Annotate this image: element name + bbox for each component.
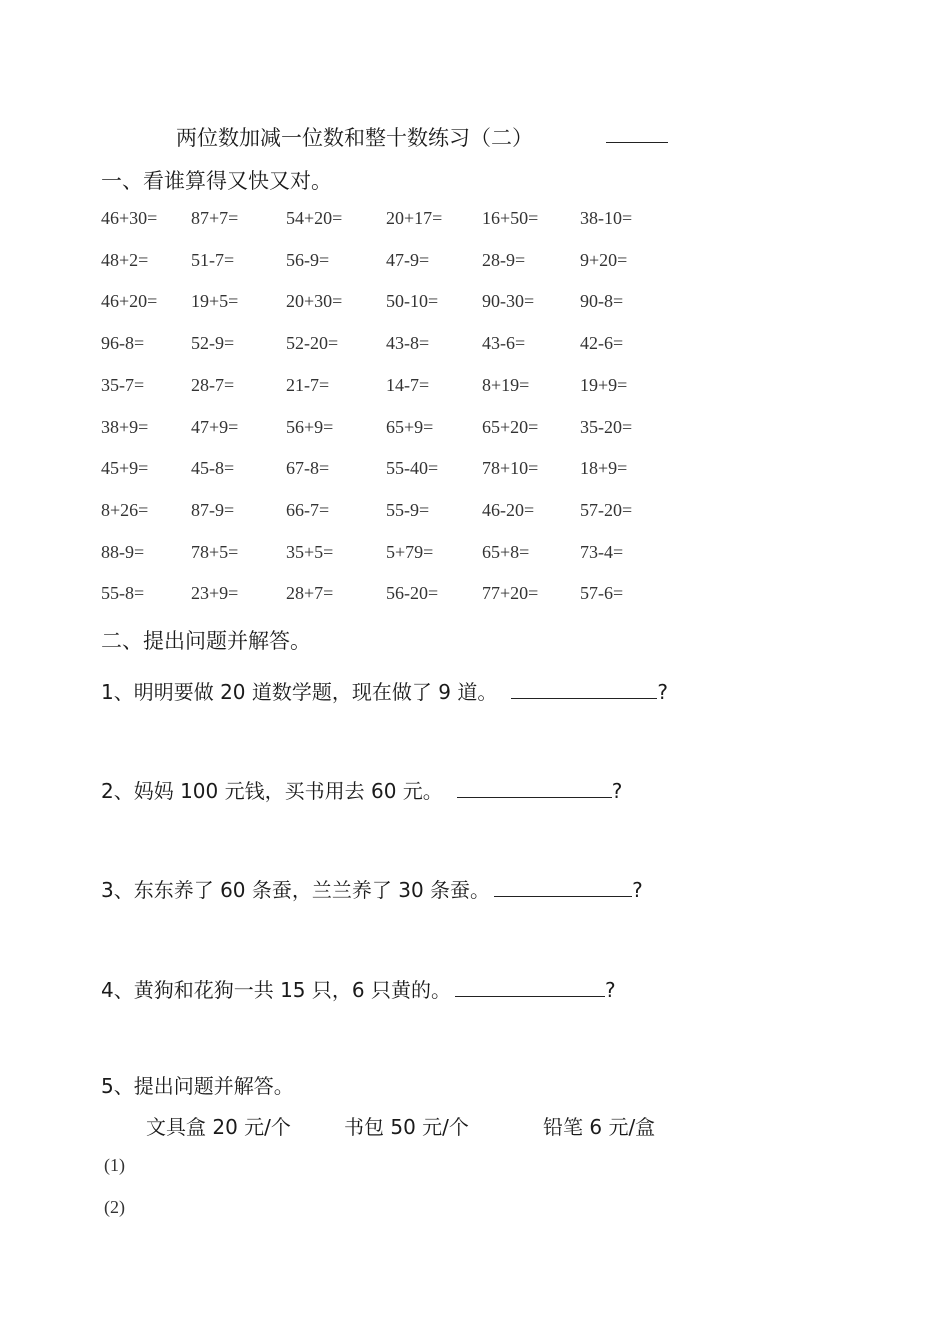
equation: 48+2= — [101, 250, 149, 270]
equation: 45+9= — [101, 458, 149, 478]
item-pencil-box: 文具盒 20 元/个 — [146, 1115, 291, 1139]
question-2-mark: ? — [611, 779, 623, 803]
equation: 9+20= — [580, 250, 628, 270]
equation: 77+20= — [482, 583, 539, 603]
equation: 78+5= — [191, 542, 239, 562]
equation: 35-20= — [580, 417, 633, 437]
equation: 8+26= — [101, 500, 149, 520]
equation: 16+50= — [482, 208, 539, 228]
equation: 21-7= — [286, 375, 330, 395]
question-1 — [101, 676, 668, 705]
equation: 28+7= — [286, 583, 334, 603]
equation: 18+9= — [580, 458, 628, 478]
equation: 90-8= — [580, 291, 624, 311]
item-school-bag: 书包 50 元/个 — [344, 1115, 469, 1139]
question-4 — [101, 974, 616, 1003]
equation: 73-4= — [580, 542, 624, 562]
equation: 42-6= — [580, 333, 624, 353]
sub-question-1: (1) — [104, 1155, 125, 1175]
equation: 45-8= — [191, 458, 235, 478]
question-4-blank[interactable] — [455, 976, 605, 997]
equation: 65+20= — [482, 417, 539, 437]
equation: 65+9= — [386, 417, 434, 437]
equation: 23+9= — [191, 583, 239, 603]
equation: 43-6= — [482, 333, 526, 353]
equation: 19+9= — [580, 375, 628, 395]
sub-question-2: (2) — [104, 1197, 125, 1217]
equation: 14-7= — [386, 375, 430, 395]
equation: 52-9= — [191, 333, 235, 353]
equation: 28-9= — [482, 250, 526, 270]
equation: 43-8= — [386, 333, 430, 353]
equation: 8+19= — [482, 375, 530, 395]
section-1-heading: 一、看谁算得又快又对。 — [101, 169, 332, 193]
equation: 55-40= — [386, 458, 439, 478]
question-4-mark: ? — [604, 978, 616, 1002]
question-3 — [101, 874, 643, 903]
page-title: 两位数加减一位数和整十数练习（二） — [176, 126, 533, 150]
equation: 56+9= — [286, 417, 334, 437]
name-blank[interactable] — [606, 142, 668, 143]
equation: 87-9= — [191, 500, 235, 520]
equation: 50-10= — [386, 291, 439, 311]
equation: 54+20= — [286, 208, 343, 228]
question-2 — [101, 775, 622, 804]
equation: 57-20= — [580, 500, 633, 520]
question-1-mark: ? — [657, 680, 668, 704]
equation: 5+79= — [386, 542, 434, 562]
question-3-blank[interactable] — [494, 876, 632, 897]
equation: 87+7= — [191, 208, 239, 228]
equation: 46-20= — [482, 500, 535, 520]
equation: 67-8= — [286, 458, 330, 478]
equation: 52-20= — [286, 333, 339, 353]
equation: 46+30= — [101, 208, 158, 228]
equation: 56-20= — [386, 583, 439, 603]
equation: 20+17= — [386, 208, 443, 228]
section-2-heading: 二、提出问题并解答。 — [101, 629, 311, 653]
equation: 55-8= — [101, 583, 145, 603]
equation: 19+5= — [191, 291, 239, 311]
question-3-mark: ? — [632, 878, 643, 902]
equation: 35+5= — [286, 542, 334, 562]
equation: 78+10= — [482, 458, 539, 478]
equation: 96-8= — [101, 333, 145, 353]
equation: 88-9= — [101, 542, 145, 562]
question-2-text: 2、妈妈 100 元钱，买书用去 60 元。 — [101, 779, 443, 803]
question-2-blank[interactable] — [457, 777, 612, 798]
equation: 46+20= — [101, 291, 158, 311]
question-4-text: 4、黄狗和花狗一共 15 只，6 只黄的。 — [101, 978, 451, 1002]
equation: 65+8= — [482, 542, 530, 562]
equation: 47-9= — [386, 250, 430, 270]
question-1-text: 1、明明要做 20 道数学题，现在做了 9 道。 — [101, 680, 498, 704]
equation: 47+9= — [191, 417, 239, 437]
equation: 90-30= — [482, 291, 535, 311]
equation: 28-7= — [191, 375, 235, 395]
equation: 20+30= — [286, 291, 343, 311]
item-pencils: 铅笔 6 元/盒 — [543, 1115, 656, 1139]
equation: 55-9= — [386, 500, 430, 520]
equation: 56-9= — [286, 250, 330, 270]
question-5: 5、提出问题并解答。 — [101, 1074, 294, 1098]
equation: 66-7= — [286, 500, 330, 520]
question-3-text: 3、东东养了 60 条蚕，兰兰养了 30 条蚕。 — [101, 878, 491, 902]
equation: 35-7= — [101, 375, 145, 395]
question-1-blank[interactable] — [511, 678, 657, 699]
equation: 38+9= — [101, 417, 149, 437]
equation: 57-6= — [580, 583, 624, 603]
equation: 38-10= — [580, 208, 633, 228]
equation: 51-7= — [191, 250, 235, 270]
